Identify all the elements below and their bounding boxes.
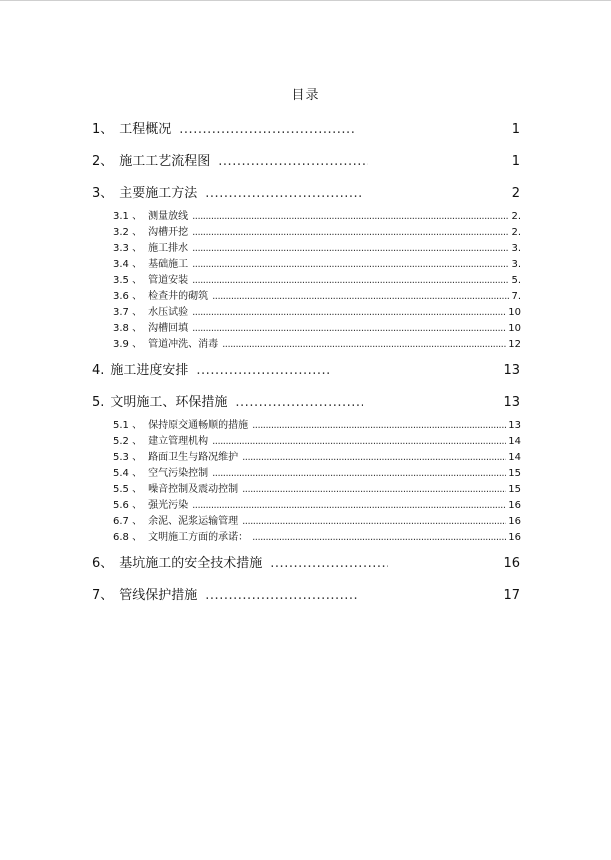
entry-label: 保持原交通畅顺的措施 <box>148 420 249 431</box>
entry-number: 6.8 、 <box>113 532 143 543</box>
toc-entry-3-1[interactable] <box>113 207 521 222</box>
entry-label: 施工进度安排 <box>110 363 189 378</box>
dot-leader <box>270 556 388 571</box>
dot-leader <box>242 484 506 495</box>
entry-number: 3.6 、 <box>113 291 143 302</box>
entry-number: 6、 <box>92 556 114 571</box>
entry-label: 检查井的砌筑 <box>148 291 209 302</box>
entry-page: 16 <box>508 516 521 527</box>
toc-entry-3-3[interactable] <box>113 239 521 254</box>
entry-label: 余泥、泥浆运输管理 <box>148 516 239 527</box>
entry-number: 5.1 、 <box>113 420 143 431</box>
toc-entry-5-1[interactable] <box>113 416 521 431</box>
entry-page: 1 <box>511 154 520 169</box>
entry-number: 5.5 、 <box>113 484 143 495</box>
dot-leader <box>196 363 332 378</box>
entry-number: 3.1 、 <box>113 211 143 222</box>
entry-label: 基坑施工的安全技术措施 <box>119 556 263 571</box>
entry-label: 沟槽开挖 <box>148 227 189 238</box>
toc-title: 目录 <box>291 88 320 103</box>
entry-page: 15 <box>508 468 521 479</box>
entry-page: 15 <box>508 484 521 495</box>
entry-label: 工程概况 <box>119 122 172 137</box>
entry-page: 1 <box>511 122 520 137</box>
entry-page: 14 <box>508 452 521 463</box>
toc-entry-2[interactable] <box>92 150 520 169</box>
dot-leader <box>192 259 509 270</box>
entry-number: 5.6 、 <box>113 500 143 511</box>
dot-leader <box>179 122 355 137</box>
toc-entry-5-4[interactable] <box>113 464 521 479</box>
entry-page: 2. <box>511 211 521 222</box>
toc-entry-5-6[interactable] <box>113 496 521 511</box>
toc-entry-7[interactable] <box>92 584 520 603</box>
dot-leader <box>192 243 509 254</box>
entry-page: 2 <box>511 186 520 201</box>
toc-entry-4[interactable] <box>92 359 520 378</box>
dot-leader <box>242 516 506 527</box>
toc-entry-3-5[interactable] <box>113 271 521 286</box>
toc-entry-6-7[interactable] <box>113 512 521 527</box>
dot-leader <box>192 323 506 334</box>
entry-label: 管道冲洗、消毒 <box>148 339 219 350</box>
entry-page: 16 <box>503 556 520 571</box>
entry-page: 13 <box>508 420 521 431</box>
toc-entry-6[interactable] <box>92 552 520 571</box>
entry-label: 路面卫生与路况维护 <box>148 452 239 463</box>
dot-leader <box>252 532 506 543</box>
toc-entry-3-8[interactable] <box>113 319 521 334</box>
dot-leader <box>205 186 363 201</box>
page-top-border <box>0 0 611 1</box>
entry-page: 3. <box>511 243 521 254</box>
dot-leader <box>192 275 509 286</box>
entry-number: 3.9 、 <box>113 339 143 350</box>
entry-number: 5. <box>92 395 105 410</box>
toc-entry-5-2[interactable] <box>113 432 521 447</box>
dot-leader <box>212 468 506 479</box>
entry-label: 主要施工方法 <box>119 186 198 201</box>
entry-number: 3.3 、 <box>113 243 143 254</box>
dot-leader <box>212 291 509 302</box>
entry-number: 3、 <box>92 186 114 201</box>
entry-number: 5.4 、 <box>113 468 143 479</box>
toc-entry-3[interactable] <box>92 182 520 201</box>
entry-label: 基础施工 <box>148 259 189 270</box>
entry-number: 4. <box>92 363 105 378</box>
entry-page: 3. <box>511 259 521 270</box>
toc-entry-3-6[interactable] <box>113 287 521 302</box>
entry-page: 12 <box>508 339 521 350</box>
dot-leader <box>212 436 506 447</box>
entry-label: 施工排水 <box>148 243 189 254</box>
dot-leader <box>252 420 506 431</box>
entry-label: 建立管理机构 <box>148 436 209 447</box>
entry-number: 3.2 、 <box>113 227 143 238</box>
entry-page: 10 <box>508 323 521 334</box>
entry-page: 17 <box>503 588 520 603</box>
dot-leader <box>192 307 506 318</box>
entry-label: 施工工艺流程图 <box>119 154 211 169</box>
entry-number: 3.7 、 <box>113 307 143 318</box>
entry-page: 16 <box>508 500 521 511</box>
entry-label: 噪音控制及震动控制 <box>148 484 239 495</box>
toc-entry-3-4[interactable] <box>113 255 521 270</box>
toc-entry-3-9[interactable] <box>113 335 521 350</box>
entry-number: 2、 <box>92 154 114 169</box>
dot-leader <box>242 452 506 463</box>
entry-number: 5.2 、 <box>113 436 143 447</box>
entry-label: 文明施工方面的承诺： <box>148 532 249 543</box>
dot-leader <box>222 339 506 350</box>
dot-leader <box>235 395 363 410</box>
toc-entry-6-8[interactable] <box>113 528 521 543</box>
entry-number: 3.5 、 <box>113 275 143 286</box>
entry-label: 沟槽回填 <box>148 323 189 334</box>
entry-label: 测量放线 <box>148 211 189 222</box>
toc-entry-3-2[interactable] <box>113 223 521 238</box>
entry-page: 2. <box>511 227 521 238</box>
entry-page: 5. <box>511 275 521 286</box>
entry-page: 10 <box>508 307 521 318</box>
entry-label: 空气污染控制 <box>148 468 209 479</box>
entry-page: 14 <box>508 436 521 447</box>
entry-label: 水压试验 <box>148 307 189 318</box>
entry-label: 管线保护措施 <box>119 588 198 603</box>
toc-entry-5-3[interactable] <box>113 448 521 463</box>
toc-entry-5[interactable] <box>92 391 520 410</box>
dot-leader <box>192 227 509 238</box>
entry-number: 1、 <box>92 122 114 137</box>
entry-number: 3.8 、 <box>113 323 143 334</box>
dot-leader <box>205 588 357 603</box>
entry-page: 7. <box>511 291 521 302</box>
entry-number: 7、 <box>92 588 114 603</box>
toc-entry-5-5[interactable] <box>113 480 521 495</box>
entry-page: 13 <box>503 363 520 378</box>
entry-number: 3.4 、 <box>113 259 143 270</box>
entry-number: 5.3 、 <box>113 452 143 463</box>
entry-page: 13 <box>503 395 520 410</box>
entry-page: 16 <box>508 532 521 543</box>
entry-label: 强光污染 <box>148 500 189 511</box>
dot-leader <box>218 154 368 169</box>
dot-leader <box>192 211 509 222</box>
entry-number: 6.7 、 <box>113 516 143 527</box>
entry-label: 管道安装 <box>148 275 189 286</box>
dot-leader <box>192 500 506 511</box>
toc-entry-1[interactable] <box>92 118 520 137</box>
toc-entry-3-7[interactable] <box>113 303 521 318</box>
entry-label: 文明施工、环保措施 <box>110 395 228 410</box>
